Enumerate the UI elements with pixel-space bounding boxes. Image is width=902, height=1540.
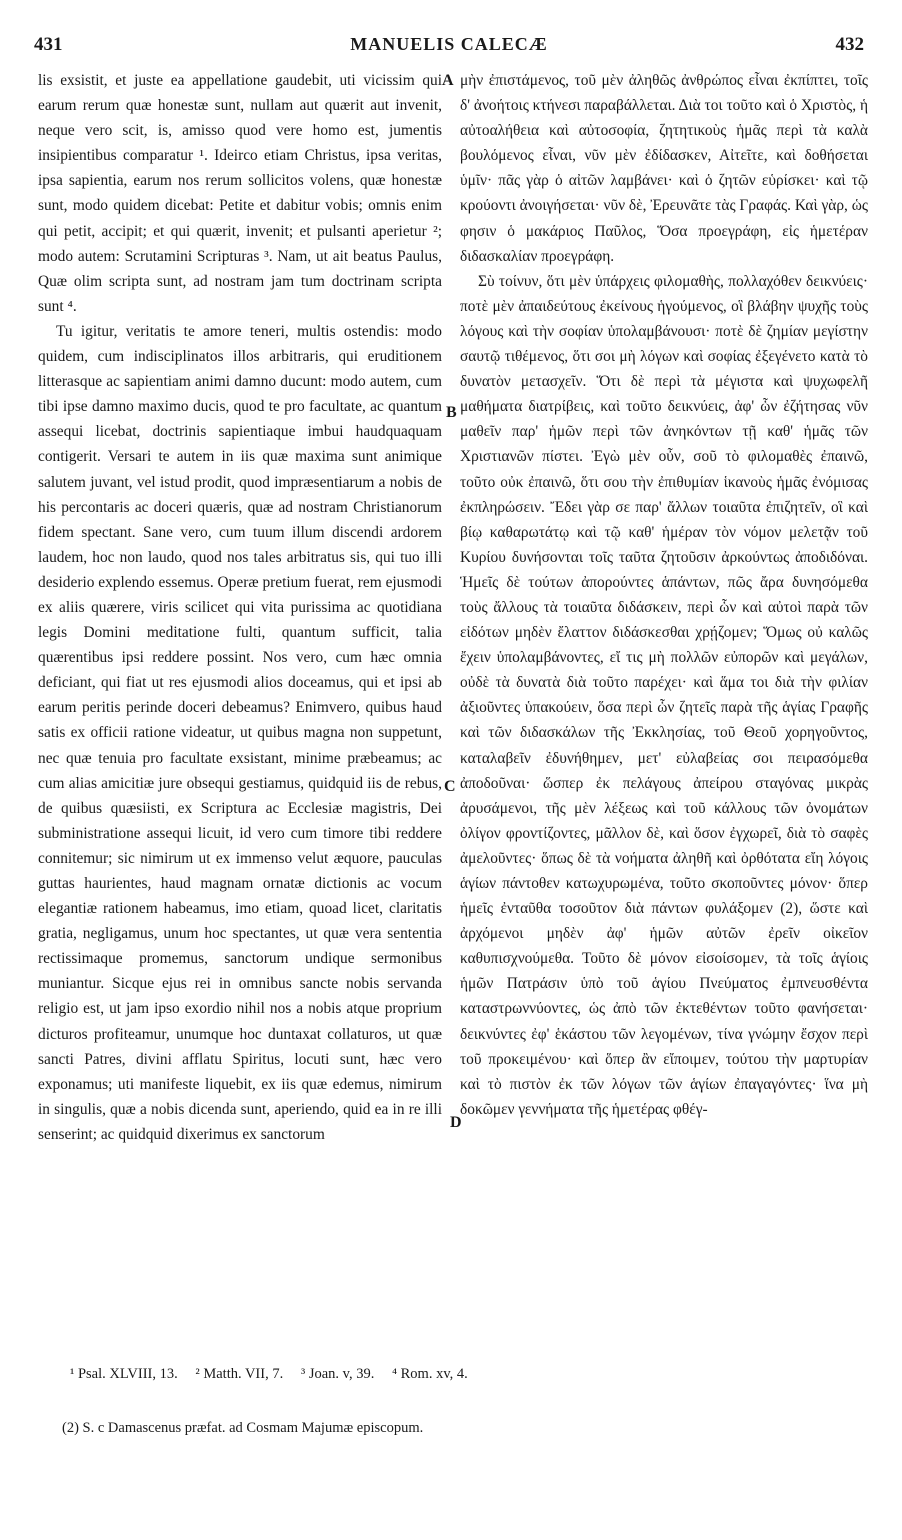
footnote-ref-2: ² Matth. VII, 7. xyxy=(195,1366,284,1382)
greek-paragraph-1: μὴν ἐπιστάμενος, τοῦ μὲν ἀληθῶς ἀνθρώπος εἶναι ἐκπίπτει, τοῖς δ' ἀνοήτοις κτήνεσι παραβάλλεται. Διὰ τοι τοῦτο καὶ ὁ Χριστὸς, ἡ αὐτοαλήθεια καὶ αὐτοσοφία, ζητητικοὺς ἡμᾶς περὶ τὰ καλὰ βουλόμενος εἶναι, νῦν μὲν ἐδίδασκεν, Αἰτεῖτε, καὶ δοθήσεται ὑμῖν· πᾶς γὰρ ὁ αἰτῶν λαμβάνει· καὶ ὁ ζητῶν εὑρίσκει· καὶ τῷ κρούοντι ἀνοιγήσεται· νῦν δὲ, Ἐρευνᾶτε τὰς Γραφάς. Καὶ γὰρ, ὡς φησιν ὁ μακάριος Παῦλος, Ὅσα προεγράφη, εἰς ἡμετέραν διδασκαλίαν προεγράφη. xyxy=(460,72,868,265)
footnote-ref-4: ⁴ Rom. xv, 4. xyxy=(391,1366,468,1382)
page-header xyxy=(34,34,864,62)
page-number-right: 432 xyxy=(835,34,864,55)
latin-paragraph-1: lis exsistit, et juste ea appellatione gaudebit, uti vicissim qui earum rerum quæ honestæ sunt, nullam aut quærit aut invenit, neque vero scit, is, amisso quod vere homo est, jumentis insipientibus comparatur ¹. Ideirco etiam Christus, ipsa veritas, ipsa sapientia, earum nos rerum sollicitos volens, quæ honestæ sunt, modo quidem dicebat: Petite et dabitur vobis; omnis enim qui petit, accipit; et qui quærit, invenit; et pulsanti aperietur ²; modo autem: Scrutamini Scripturas ³. Nam, ut ait beatus Paulus, Quæ olim scripta sunt, ad nostram jam tum doctrinam scripta sunt ⁴. xyxy=(38,72,442,315)
latin-column xyxy=(38,68,442,1358)
greek-column xyxy=(460,68,868,1358)
footnote-2: (2) S. c Damascenus præfat. ad Cosmam Majumæ episcopum. xyxy=(62,1420,424,1436)
running-title: MANUELIS CALECÆ xyxy=(350,34,548,54)
latin-paragraph-2: Tu igitur, veritatis te amore teneri, multis ostendis: modo quidem, cum indisciplinatos illos arbitraris, qui eruditionem litterasque ac sapientiam animi damno ducunt: modo autem, cum tibi ipse damno maximo ducis, quod te pro facultate, ac quantum assequi licebat, doctrinis sapientiaque imbui haudquaquam contigerit. Versari te autem in iis quæ maxima sunt animique salutem juvant, vel istud prodit, quod impræsentiarum a nobis de his percontaris ac doceri quæris, quæ ad nostram Christianorum fidem spectant. Sane vero, cum tuum illum discendi ardorem laudem, hoc non laudo, quod nos tales arbitratus sis, qui tuo illi desiderio explendo essemus. Operæ pretium fuerat, rem ejusmodi ex aliis quærere, viris scilicet qui vita purissima ac quotidiana legis Domini meditatione fulti, quantum sufficit, talia quærentibus ipsi reddere possint. Nos vero, cum hæc omnia deficiant, qui fiat ut res ejusmodi alios doceamus, qui et ipsi ab earum peritis perinde doceri debeamus? Enimvero, quibus haud satis ex officii ratione videatur, ut quibus magna non suppetunt, nec quæ tenuia pro facultate exsistant, minime præbeamus; ac cum alias amicitiæ jure obsequi gestiamus, quidquid iis de rebus, de quibus quæsiisti, ex Scriptura ac Ecclesiæ magistris, Dei subministratione assequi licuit, id vero cum timore tibi reddere connitemur; sic nimirum ut ex immenso velut æquore, pauculas guttas haurientes, haud magnam ornatæ dictionis ac vocum elegantiæ rationem habeamus, imo etiam, quoad licet, claritatis gratia, negligamus, unum hoc spectantes, ut quæ vera sententia rectissimaque promemus, sanctorum undique sermonibus muniantur. Sicque ejus rei in omnibus sancte nobis servanda religio est, ut jam ipso exordio nihil nos a nobis atque proprium dicturos profiteamur, unumque hoc duntaxat collaturos, ut quæ sancti Patres, divini afflatu Spiritus, locuti sunt, hæc vero exponamus; uti manifeste liquebit, ex iis quæ edemus, nimirum in singulis, quæ a nobis dicenda sunt, aperiendo, quid ea in re illi senserint; ac quidquid dixerimus ex sanctorum xyxy=(38,322,442,1143)
footnote-ref-3: ³ Joan. v, 39. xyxy=(300,1366,375,1382)
scripture-references xyxy=(70,1366,870,1383)
section-marker-a: A xyxy=(442,72,454,89)
greek-paragraph-2: Σὺ τοίνυν, ὅτι μὲν ὑπάρχεις φιλομαθὴς, πολλαχόθεν δεικνύεις· ποτὲ μὲν ἀπαιδεύτους ἐκείνους ἡγούμενος, οἳ βλάβην ψυχῆς τοὺς λόγους καὶ τὴν σοφίαν ὑπολαμβάνουσι· ποτὲ δὲ ζημίαν μεγίστην σαυτῷ τιθέμενος, ὅτι σοι μὴ λόγων καὶ σοφίας ἐξεγένετο κατὰ τὸ δυνατὸν μετασχεῖν. Ὅτι δὲ περὶ τὰ μέγιστα καὶ ψυχωφελῆ μαθήματα διατρίβεις, καὶ τοῦτο δεικνύεις, ἀφ' ὧν ἐζήτησας νῦν μαθεῖν παρ' ἡμῶν περὶ τῶν ἀνηκόντων τῇ καθ' ἡμᾶς τῶν Χριστιανῶν πίστει. Ἐγὼ μὲν οὖν, σοῦ τὸ φιλομαθὲς ἐπαινῶ, τοῦτο οὐκ ἐπαινῶ, ὅτι σου τὴν ἐπιθυμίαν ἱκανοὺς ἡμᾶς ἐνόμισας ἐκπληρώσειν. Ἔδει γὰρ σε παρ' ἄλλων τοιαῦτα ἐπιζητεῖν, οἳ καὶ βίῳ καθαρωτάτῳ καὶ τῷ καθ' ἡμέραν τὸν νόμον μελετᾷν τοῦ Κυρίου δυνήσονται τοῖς ταῦτα ζητοῦσιν ἀρκούντως ἀποδιδόναι. Ἡμεῖς δὲ τούτων ἀπορούντες ἁπάντων, πῶς ἄρα δυνησόμεθα τοὺς ἄλλους τὰ τοιαῦτα διδάσκειν, περὶ ὧν καὶ αὐτοὶ παρὰ τῶν εἰδότων μηδὲν ἔλαττον διδάσκεσθαι χρῄζομεν; Ὅμως οὐ καλῶς ἔχειν ὑπολαμβάνοντες, εἴ τις μὴ πολλῶν εὐπορῶν καὶ μεγάλων, οὐδὲ τὰ δυνατὰ διὰ τοῦτο παρέχει· καὶ ἅμα τοι διὰ τὴν φιλίαν ἀξιοῦντες ὑπακούειν, ὅσα περὶ ὧν ζητεῖς παρὰ τῆς ἁγίας Γραφῆς καὶ τῶν διδασκάλων τῆς Ἐκκλησίας, τοῦ Θεοῦ χορηγοῦντος, καταλαβεῖν ἐδυνήθημεν, μετ' εὐλαβείας σοι πειρασόμεθα ἀποδοῦναι· ὥσπερ ἐκ πελάγους ἀπείρου σταγόνας μικρὰς ἀρυσάμενοι, τῆς μὲν λέξεως καὶ τοῦ κάλλους τῶν ὀνομάτων ὀλίγον φροντίζοντες, μᾶλλον δὲ, καὶ ὅσον ἐγχωρεῖ, διὰ τὸ σαφὲς ἀμελοῦντες· ὅπως δὲ τὰ νοήματα ἀληθῆ καὶ ὀρθότατα εἴη λόγοις ἁγίων πάντοθεν κατωχυρωμένα, τοῦτο σκοποῦντες μόνον· ὅπερ ἡμεῖς ἐνταῦθα τοσοῦτον διὰ πάντων φυλάξομεν (2), ὥστε καὶ ἀρχόμενοι μηδὲν ἀφ' ἡμῶν αὐτῶν ἐρεῖν οἰκεῖον καθυπισχνούμεθα. Τοῦτο δὲ μόνον εἰσοίσομεν, τὰ τοῖς ἁγίοις ἡμῶν Πατράσιν ὑπὸ τοῦ ἁγίου Πνεύματος ἐμπνευσθέντα καταστρωννύοντες, ὡς ἀπὸ τῶν ἐκτεθέντων τοῦτο φανήσεται· δεικνύντες ἐφ' ἑκάστου τῶν λεγομένων, τίνα γνώμην ἔσχον περὶ τοῦ προκειμένου· καὶ ὅπερ ἂν εἴποιμεν, τούτου τὴν μαρτυρίαν καὶ τὸ πιστὸν ἐκ τῶν λόγων τῶν ἁγίων ἐπαγαγόντες· ἵνα μὴ δοκῶμεν γεννήματα τῆς ἡμετέρας φθέγ- xyxy=(460,272,868,1118)
section-marker-b: B xyxy=(446,404,457,421)
footnote-ref-1: ¹ Psal. XLVIII, 13. xyxy=(70,1366,178,1382)
section-marker-d: D xyxy=(450,1114,462,1131)
section-marker-c: C xyxy=(444,778,456,795)
page-number-left: 431 xyxy=(34,34,63,55)
